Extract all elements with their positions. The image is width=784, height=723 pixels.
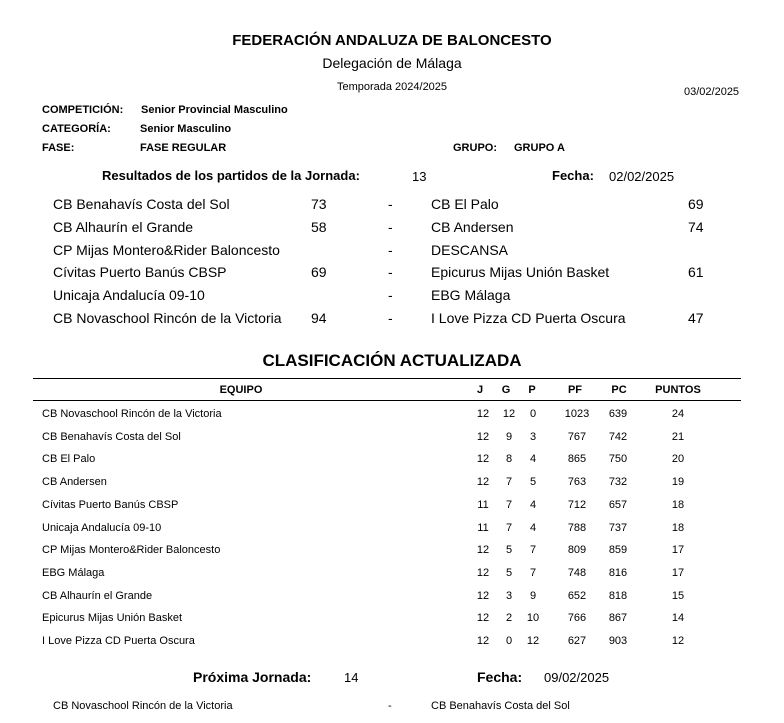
col-header-j: J xyxy=(476,384,484,396)
stat-pc: 742 xyxy=(608,431,628,443)
stat-g: 5 xyxy=(505,544,513,556)
stat-p: 0 xyxy=(529,408,537,420)
stat-pf: 788 xyxy=(567,522,587,534)
stat-p: 4 xyxy=(529,499,537,511)
fase-label: FASE: xyxy=(42,142,75,154)
stat-puntos: 18 xyxy=(671,522,685,534)
match-home-score: 94 xyxy=(311,310,327,326)
match-away-score: 69 xyxy=(688,196,704,212)
match-away-score: 61 xyxy=(688,264,704,280)
match-home-score: 69 xyxy=(311,264,327,280)
stat-pf: 1023 xyxy=(564,408,590,420)
stat-g: 9 xyxy=(505,431,513,443)
competicion-label: COMPETICIÓN: xyxy=(42,104,124,116)
stat-j: 12 xyxy=(476,453,490,465)
match-home-team: CB Novaschool Rincón de la Victoria xyxy=(53,310,282,326)
stat-p: 9 xyxy=(529,590,537,602)
next-away-team: CB Benahavís Costa del Sol xyxy=(431,700,570,712)
col-header-puntos: PUNTOS xyxy=(655,384,701,396)
team-name: Unicaja Andalucía 09-10 xyxy=(42,522,162,534)
stat-puntos: 18 xyxy=(671,499,685,511)
stat-pc: 732 xyxy=(608,476,628,488)
match-home-team: CP Mijas Montero&Rider Baloncesto xyxy=(53,242,280,258)
fase-value: FASE REGULAR xyxy=(140,142,227,154)
stat-j: 12 xyxy=(476,544,490,556)
stat-p: 4 xyxy=(529,522,537,534)
match-away-team: DESCANSA xyxy=(431,242,509,258)
col-header-team: EQUIPO xyxy=(219,384,263,396)
stat-g: 0 xyxy=(505,635,513,647)
results-fecha: 02/02/2025 xyxy=(609,169,675,184)
stat-puntos: 19 xyxy=(671,476,685,488)
stat-j: 12 xyxy=(476,567,490,579)
categoria-label: CATEGORÍA: xyxy=(42,123,111,135)
team-name: EBG Málaga xyxy=(42,567,105,579)
match-away-score: 74 xyxy=(688,219,704,235)
grupo-value: GRUPO A xyxy=(514,142,565,154)
stat-j: 12 xyxy=(476,635,490,647)
stat-p: 3 xyxy=(529,431,537,443)
stat-p: 10 xyxy=(526,612,540,624)
stat-j: 12 xyxy=(476,612,490,624)
stat-puntos: 12 xyxy=(671,635,685,647)
team-name: CP Mijas Montero&Rider Baloncesto xyxy=(42,544,221,556)
stat-pf: 652 xyxy=(567,590,587,602)
stat-puntos: 14 xyxy=(671,612,685,624)
stat-pf: 809 xyxy=(567,544,587,556)
match-away-team: Epicurus Mijas Unión Basket xyxy=(431,264,610,280)
stat-j: 12 xyxy=(476,476,490,488)
stat-p: 7 xyxy=(529,567,537,579)
team-name: CB El Palo xyxy=(42,453,96,465)
next-fecha: 09/02/2025 xyxy=(544,670,610,685)
team-name: CB Novaschool Rincón de la Victoria xyxy=(42,408,222,420)
stat-pc: 867 xyxy=(608,612,628,624)
grupo-label: GRUPO: xyxy=(453,142,497,154)
standings-header-rule xyxy=(33,400,741,401)
col-header-g: G xyxy=(501,384,511,396)
team-name: Epicurus Mijas Unión Basket xyxy=(42,612,183,624)
team-name: CB Benahavís Costa del Sol xyxy=(42,431,181,443)
results-jornada: 13 xyxy=(412,169,427,184)
stat-puntos: 24 xyxy=(671,408,685,420)
match-away-team: I Love Pizza CD Puerta Oscura xyxy=(431,310,626,326)
match-home-team: Cívitas Puerto Banús CBSP xyxy=(53,264,227,280)
stat-p: 12 xyxy=(526,635,540,647)
match-home-team: CB Benahavís Costa del Sol xyxy=(53,196,230,212)
stat-pc: 657 xyxy=(608,499,628,511)
stat-puntos: 20 xyxy=(671,453,685,465)
stat-g: 7 xyxy=(505,476,513,488)
stat-j: 11 xyxy=(477,499,489,511)
stat-pf: 748 xyxy=(567,567,587,579)
stat-pc: 818 xyxy=(608,590,628,602)
stat-puntos: 17 xyxy=(671,567,685,579)
stat-g: 8 xyxy=(505,453,513,465)
col-header-p: P xyxy=(528,384,536,396)
match-away-score: 47 xyxy=(688,310,704,326)
stat-g: 12 xyxy=(502,408,516,420)
match-separator: - xyxy=(388,196,393,212)
stat-p: 5 xyxy=(529,476,537,488)
team-name: CB Alhaurín el Grande xyxy=(42,590,153,602)
match-separator: - xyxy=(388,287,393,303)
stat-g: 7 xyxy=(505,499,513,511)
standings-top-rule xyxy=(33,378,741,379)
stat-pf: 767 xyxy=(567,431,587,443)
next-match-separator: - xyxy=(388,700,392,712)
match-home-team: Unicaja Andalucía 09-10 xyxy=(53,287,205,303)
col-header-pc: PC xyxy=(611,384,627,396)
stat-pc: 903 xyxy=(608,635,628,647)
stat-puntos: 15 xyxy=(671,590,685,602)
match-separator: - xyxy=(388,310,393,326)
report-date: 03/02/2025 xyxy=(684,86,740,98)
stat-pc: 750 xyxy=(608,453,628,465)
stat-pc: 737 xyxy=(608,522,628,534)
match-away-team: EBG Málaga xyxy=(431,287,511,303)
stat-pc: 816 xyxy=(608,567,628,579)
stat-pf: 763 xyxy=(567,476,587,488)
results-fecha-label: Fecha: xyxy=(552,168,594,183)
match-away-team: CB Andersen xyxy=(431,219,514,235)
stat-g: 2 xyxy=(505,612,513,624)
team-name: CB Andersen xyxy=(42,476,107,488)
stat-pf: 865 xyxy=(567,453,587,465)
categoria-value: Senior Masculino xyxy=(140,123,232,135)
next-fecha-label: Fecha: xyxy=(477,669,523,685)
stat-j: 12 xyxy=(476,590,490,602)
next-home-team: CB Novaschool Rincón de la Victoria xyxy=(53,700,233,712)
standings-title: CLASIFICACIÓN ACTUALIZADA xyxy=(262,351,522,370)
match-home-score: 73 xyxy=(311,196,327,212)
stat-pc: 859 xyxy=(608,544,628,556)
stat-g: 3 xyxy=(505,590,513,602)
match-separator: - xyxy=(388,242,393,258)
match-home-score: 58 xyxy=(311,219,327,235)
col-header-pf: PF xyxy=(567,384,583,396)
competicion-value: Senior Provincial Masculino xyxy=(141,104,288,116)
delegation-subtitle: Delegación de Málaga xyxy=(322,55,462,71)
stat-p: 7 xyxy=(529,544,537,556)
stat-puntos: 21 xyxy=(671,431,685,443)
next-jornada-number: 14 xyxy=(344,670,359,685)
season-label: Temporada 2024/2025 xyxy=(336,81,448,93)
stat-pc: 639 xyxy=(608,408,628,420)
next-jornada-label: Próxima Jornada: xyxy=(193,669,312,685)
stat-j: 11 xyxy=(477,522,489,534)
stat-puntos: 17 xyxy=(671,544,685,556)
stat-g: 5 xyxy=(505,567,513,579)
stat-pf: 627 xyxy=(567,635,587,647)
stat-g: 7 xyxy=(505,522,513,534)
match-separator: - xyxy=(388,219,393,235)
stat-pf: 766 xyxy=(567,612,587,624)
federation-title: FEDERACIÓN ANDALUZA DE BALONCESTO xyxy=(232,32,552,49)
match-away-team: CB El Palo xyxy=(431,196,499,212)
stat-j: 12 xyxy=(476,408,490,420)
match-home-team: CB Alhaurín el Grande xyxy=(53,219,194,235)
stat-j: 12 xyxy=(476,431,490,443)
results-label: Resultados de los partidos de la Jornada: xyxy=(102,168,360,183)
team-name: Cívitas Puerto Banús CBSP xyxy=(42,499,179,511)
stat-pf: 712 xyxy=(567,499,587,511)
team-name: I Love Pizza CD Puerta Oscura xyxy=(42,635,195,647)
match-separator: - xyxy=(388,264,393,280)
stat-p: 4 xyxy=(529,453,537,465)
